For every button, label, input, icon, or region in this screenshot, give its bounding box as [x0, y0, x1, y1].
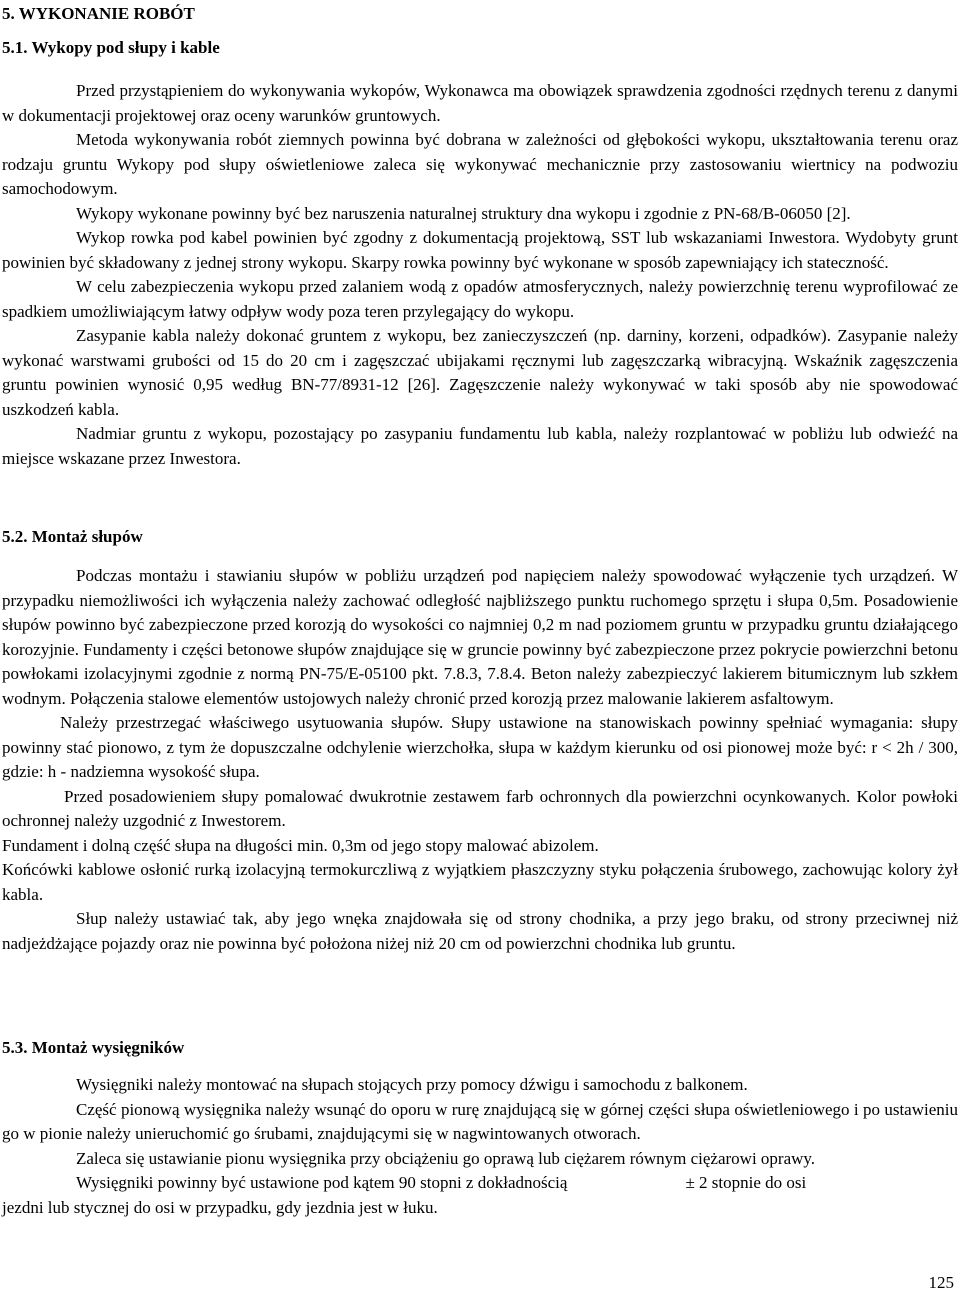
paragraph: Fundament i dolną część słupa na długości min. 0,3m od jego stopy malować abizolem. [2, 835, 599, 855]
page-number: 125 [928, 1273, 954, 1292]
section-heading: 5. WYKONANIE ROBÓT [2, 4, 195, 23]
section-5-1-body [2, 79, 958, 471]
paragraph: Końcówki kablowe osłonić rurką izolacyjną termokurczliwą z wyjątkiem płaszczyzny styku połączenia śrubowego, zachowując kolory żył kabla. [2, 860, 958, 904]
section-5-2-body [2, 564, 958, 956]
paragraph: Zasypanie kabla należy dokonać gruntem z wykopu, bez zanieczyszczeń (np. darniny, korzeni, odpadków). Zasypanie należy wykonać warstwami grubości od 15 do 20 cm i zagęszczać ubijakami ręcznymi lub zagęszczarką wibracyjną. Wskaźnik zagęszczenia gruntu powinien wynosić 0,95 według BN-77/8931-12 [26]. Zagęszczenie należy wykonywać w taki sposób aby nie spowodować uszkodzeń kabla. [2, 326, 958, 419]
paragraph: W celu zabezpieczenia wykopu przed zalaniem wodą z opadów atmosferycznych, należy powierzchnię terenu wyprofilować ze spadkiem umożliwiającym łatwy odpływ wody poza teren przylegający do wykopu. [2, 277, 958, 321]
paragraph: Podczas montażu i stawianiu słupów w pobliżu urządzeń pod napięciem należy spowodować wyłączenie tych urządzeń. W przypadku niemożliwości ich wyłączenia należy zachować odległość najbliższego punktu ruchomego sprzętu i słupa 0,5m. Posadowienie słupów powinno być zabezpieczone przed korozją do wysokości co najmniej 0,2 m nad poziomem gruntu w przypadku gruntu działającego korozyjnie. Fundamenty i części betonowe słupów znajdujące się w gruncie powinny być zabezpieczone przez pokrycie powierzchni betonu powłokami izolacyjnymi zgodnie z normą PN-75/E-05100 pkt. 7.8.3, 7.8.4. Beton należy zabezpieczyć lakierem bitumicznym lub szkłem wodnym. Połączenia stalowe elementów ustojowych należy chronić przed korozją przez malowanie lakierem asfaltowym. [2, 566, 958, 708]
paragraph: jezdni lub stycznej do osi w przypadku, gdy jezdnia jest w łuku. [2, 1197, 438, 1217]
section-5-1 [2, 36, 958, 60]
section-5-3-body [2, 1073, 958, 1220]
paragraph: Wykopy wykonane powinny być bez naruszenia naturalnej struktury dna wykopu i zgodnie z PN-68/B-06050 [2]. [76, 203, 851, 223]
paragraph: Wysięgniki należy montować na słupach stojących przy pomocy dźwigu i samochodu z balkonem. [76, 1075, 748, 1094]
paragraph: Przed przystąpieniem do wykonywania wykopów, Wykonawca ma obowiązek sprawdzenia zgodności rzędnych terenu z danymi w dokumentacji projektowej oraz oceny warunków gruntowych. [2, 81, 958, 125]
paragraph: Metoda wykonywania robót ziemnych powinna być dobrana w zależności od głębokości wykopu, ukształtowania terenu oraz rodzaju gruntu Wykopy pod słupy oświetleniowe zaleca się wykonywać mechanicznie przy zastosowaniu wiertnicy na podwoziu samochodowym. [2, 130, 958, 198]
subsection-heading: 5.1. Wykopy pod słupy i kable [2, 38, 220, 57]
paragraph: Część pionową wysięgnika należy wsunąć do oporu w rurę znajdującą się w górnej części słupa oświetleniowego i po ustawieniu go w pionie należy unieruchomić go śrubami, znajdującymi się w nagwintowanych otworach. [2, 1099, 958, 1143]
tolerance-text: ± 2 stopnie do osi [685, 1173, 807, 1192]
paragraph: Należy przestrzegać właściwego usytuowania słupów. Słupy ustawione na stanowiskach powinny spełniać wymagania: słupy powinny stać pionowo, z tym że dopuszczalne odchylenie wierzchołka, słupa w każdym kierunku od osi pionowej może być: r < 2h / 300, gdzie: h - nadziemna wysokość słupa. [2, 713, 958, 781]
paragraph-part: Wysięgniki powinny być ustawione pod kątem 90 stopni z dokładnością [76, 1173, 568, 1192]
subsection-heading: 5.2. Montaż słupów [2, 527, 143, 546]
section-5-3 [2, 1036, 958, 1060]
paragraph [2, 1171, 958, 1196]
paragraph: Przed posadowieniem słupy pomalować dwukrotnie zestawem farb ochronnych dla powierzchni ocynkowanych. Kolor powłoki ochronnej należy uzgodnić z Inwestorem. [2, 786, 958, 830]
section-5-2 [2, 525, 958, 549]
paragraph: Nadmiar gruntu z wykopu, pozostający po zasypaniu fundamentu lub kabla, należy rozplantować w pobliżu lub odwieźć na miejsce wskazane przez Inwestora. [2, 424, 958, 468]
subsection-heading: 5.3. Montaż wysięgników [2, 1038, 185, 1057]
paragraph: Słup należy ustawiać tak, aby jego wnęka znajdowała się od strony chodnika, a przy jego braku, od strony przeciwnej niż nadjeżdżające pojazdy oraz nie powinna być położona niżej niż 20 cm od powierzchni chodnika lub gruntu. [2, 909, 958, 953]
paragraph: Wykop rowka pod kabel powinien być zgodny z dokumentacją projektową, SST lub wskazaniami Inwestora. Wydobyty grunt powinien być składowany z jednej strony wykopu. Skarpy rowka powinny być wykonane w sposób zapewniający ich stateczność. [2, 228, 958, 272]
paragraph: Zaleca się ustawianie pionu wysięgnika przy obciążeniu go oprawą lub ciężarem równym ciężarowi oprawy. [76, 1148, 816, 1168]
